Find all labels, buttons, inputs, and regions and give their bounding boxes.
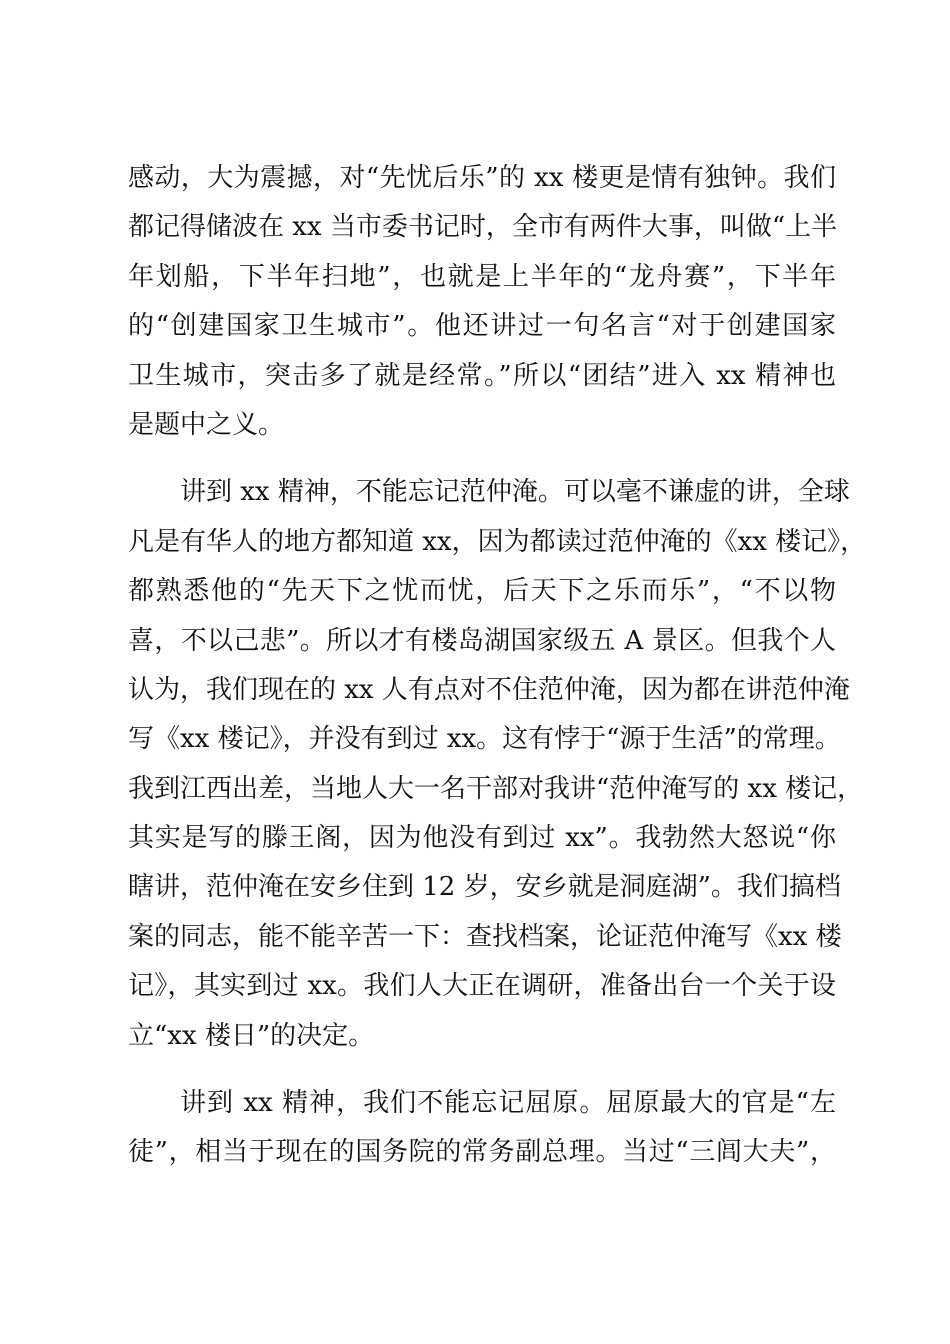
paragraph-3 (128, 1079, 836, 1178)
text-line: 喜，不以己悲”。所以才有楼岛湖国家级五 A 景区。但我个人 (128, 625, 836, 656)
text-line: 写《xx 楼记》，并没有到过 xx。这有悖于“源于生活”的常理。 (128, 724, 841, 755)
text-line: 案的同志，能不能辛苦一下：查找档案，论证范仲淹写《xx 楼 (128, 921, 842, 952)
text-line: 记》，其实到过 xx。我们人大正在调研，准备出台一个关于设 (128, 971, 836, 1002)
paragraph-spacing (128, 1061, 836, 1079)
text-line: 其实是写的滕王阁，因为他没有到过 xx”。我勃然大怒说“你 (128, 823, 836, 854)
text-line: 凡是有华人的地方都知道 xx，因为都读过范仲淹的《xx 楼记》， (128, 526, 867, 557)
text-line: 瞎讲，范仲淹在安乡住到 12 岁，安乡就是洞庭湖”。我们搞档 (128, 872, 841, 903)
paragraph-1 (128, 154, 836, 450)
paragraph-spacing (128, 450, 836, 468)
text-line: 卫生城市，突击多了就是经常。”所以“团结”进入 xx 精神也 (128, 360, 836, 391)
text-line: 讲到 xx 精神，不能忘记范仲淹。可以毫不谦虚的讲，全球 (180, 477, 850, 508)
text-line: 讲到 xx 精神，我们不能忘记屈原。屈原最大的官是“左 (180, 1088, 836, 1119)
text-line: 立“xx 楼日”的决定。 (128, 1020, 375, 1051)
text-line: 是题中之义。 (128, 409, 285, 440)
text-line: 都熟悉他的“先天下之忧而忧，后天下之乐而乐”，“不以物 (128, 576, 836, 607)
text-line: 认为，我们现在的 xx 人有点对不住范仲淹，因为都在讲范仲淹 (128, 674, 850, 705)
text-line: 的“创建国家卫生城市”。他还讲过一句名言“对于创建国家 (128, 311, 836, 342)
document-body (128, 154, 867, 1178)
text-line: 年划船，下半年扫地”，也就是上半年的“龙舟赛”，下半年 (128, 261, 836, 292)
text-line: 我到江西出差，当地人大一名干部对我讲“范仲淹写的 xx 楼记， (128, 773, 864, 804)
text-line: 徒”，相当于现在的国务院的常务副总理。当过“三闾大夫”， (128, 1137, 836, 1168)
text-line: 感动，大为震撼，对“先忧后乐”的 xx 楼更是情有独钟。我们 (128, 163, 836, 193)
text-line: 都记得储波在 xx 当市委书记时，全市有两件大事，叫做“上半 (128, 212, 838, 243)
paragraph-2 (128, 468, 867, 1061)
